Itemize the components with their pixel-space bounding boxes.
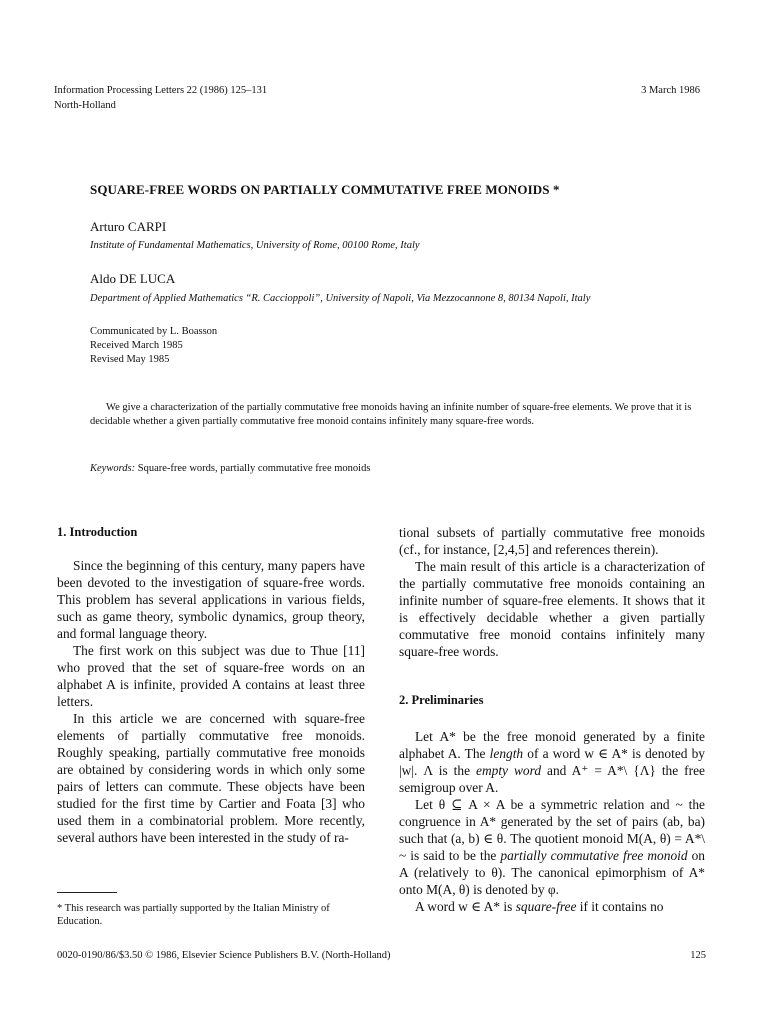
- keywords-label: Keywords:: [90, 463, 136, 474]
- keywords-text: Square-free words, partially commutative free monoids: [137, 463, 371, 474]
- right-column-top-text: [399, 524, 705, 660]
- section-heading-introduction: 1. Introduction: [57, 525, 138, 539]
- text-span: of a word w ∈ A* is denoted by |w|. Λ is the: [399, 746, 705, 778]
- abstract: We give a characterization of the partially commutative free monoids having an infinite number of square-free elements. We prove that it is decidable whether a given partially commutative free monoid contains infinitely many square-free words.: [90, 402, 692, 427]
- emphasis: length: [489, 746, 524, 761]
- keywords: [90, 462, 370, 475]
- paragraph: [399, 796, 705, 898]
- communicated-by: Communicated by L. Boasson: [90, 326, 218, 337]
- text-span: Let θ ⊆ A × A be a symmetric relation and ~ the congruence in A* generated by the set of pairs (ab, ba) such that (a, b) ∈ θ. The quotient monoid M(A, θ) = A*\ ~ is said to be the: [399, 797, 705, 863]
- text-span: Let A* be the free monoid generated by a finite alphabet A. The: [399, 729, 705, 761]
- paragraph: Since the beginning of this century, many papers have been devoted to the investigation of square-free words. This problem has several applications in various fields, such as game theory, symbolic dynamics, group theory, and formal language theory.: [57, 558, 365, 641]
- journal-citation: Information Processing Letters 22 (1986) 125–131: [54, 85, 268, 96]
- issue-date: 3 March 1986: [641, 85, 700, 96]
- footnote: * This research was partially supported by the Italian Ministry of Education.: [57, 903, 330, 927]
- footnote-rule: [57, 892, 117, 893]
- paragraph: tional subsets of partially commutative free monoids (cf., for instance, [2,4,5] and references therein).: [399, 525, 705, 557]
- author-name: Aldo DE LUCA: [90, 271, 176, 286]
- footer-copyright: 0020-0190/86/$3.50 © 1986, Elsevier Science Publishers B.V. (North-Holland): [57, 950, 391, 961]
- text-span: if it contains no: [576, 899, 664, 914]
- page-number: 125: [690, 950, 706, 961]
- emphasis: empty word: [476, 763, 542, 778]
- publisher: North-Holland: [54, 100, 116, 111]
- text-span: and A⁺ = A*\ {Λ} the free semigroup over A.: [399, 763, 705, 795]
- revised-date: Revised May 1985: [90, 354, 170, 365]
- author-affiliation: Institute of Fundamental Mathematics, University of Rome, 00100 Rome, Italy: [90, 240, 420, 251]
- section-heading-preliminaries: 2. Preliminaries: [399, 693, 484, 707]
- received-date: Received March 1985: [90, 340, 183, 351]
- paragraph: The first work on this subject was due to Thue [11] who proved that the set of square-free words on an alphabet A is infinite, provided A contains at least three letters.: [57, 643, 365, 709]
- emphasis: partially commutative free monoid: [500, 848, 688, 863]
- paragraph: [399, 898, 705, 915]
- text-span: A word w ∈ A* is: [415, 899, 516, 914]
- paragraph: In this article we are concerned with square-free elements of partially commutative free monoids. Roughly speaking, partially commutative free monoids are obtained by considering words in which only some pairs of letters can commute. These objects have been studied for the first time by Cartier and Foata [3] who used them in a combinatorial problem. More recently, several authors have been interested in the study of ra-: [57, 711, 365, 845]
- author-affiliation: Department of Applied Mathematics “R. Caccioppoli”, University of Napoli, Via Mezzocannone 8, 80134 Napoli, Italy: [90, 293, 591, 304]
- paragraph: The main result of this article is a characterization of the partially commutative free monoids containing an infinite number of square-free elements. It shows that it is effectively decidable whether a given partially commutative free monoid contains infinitely many square-free words.: [399, 559, 705, 659]
- text-span: on A (relatively to θ). The canonical epimorphism of A* onto M(A, θ) is denoted by φ.: [399, 848, 705, 897]
- left-column-text: [57, 557, 365, 846]
- paragraph: [399, 728, 705, 796]
- emphasis: square-free: [515, 899, 577, 914]
- right-column-prelim-text: [399, 728, 705, 915]
- paper-title: SQUARE-FREE WORDS ON PARTIALLY COMMUTATIVE FREE MONOIDS *: [90, 182, 560, 197]
- author-name: Arturo CARPI: [90, 219, 167, 234]
